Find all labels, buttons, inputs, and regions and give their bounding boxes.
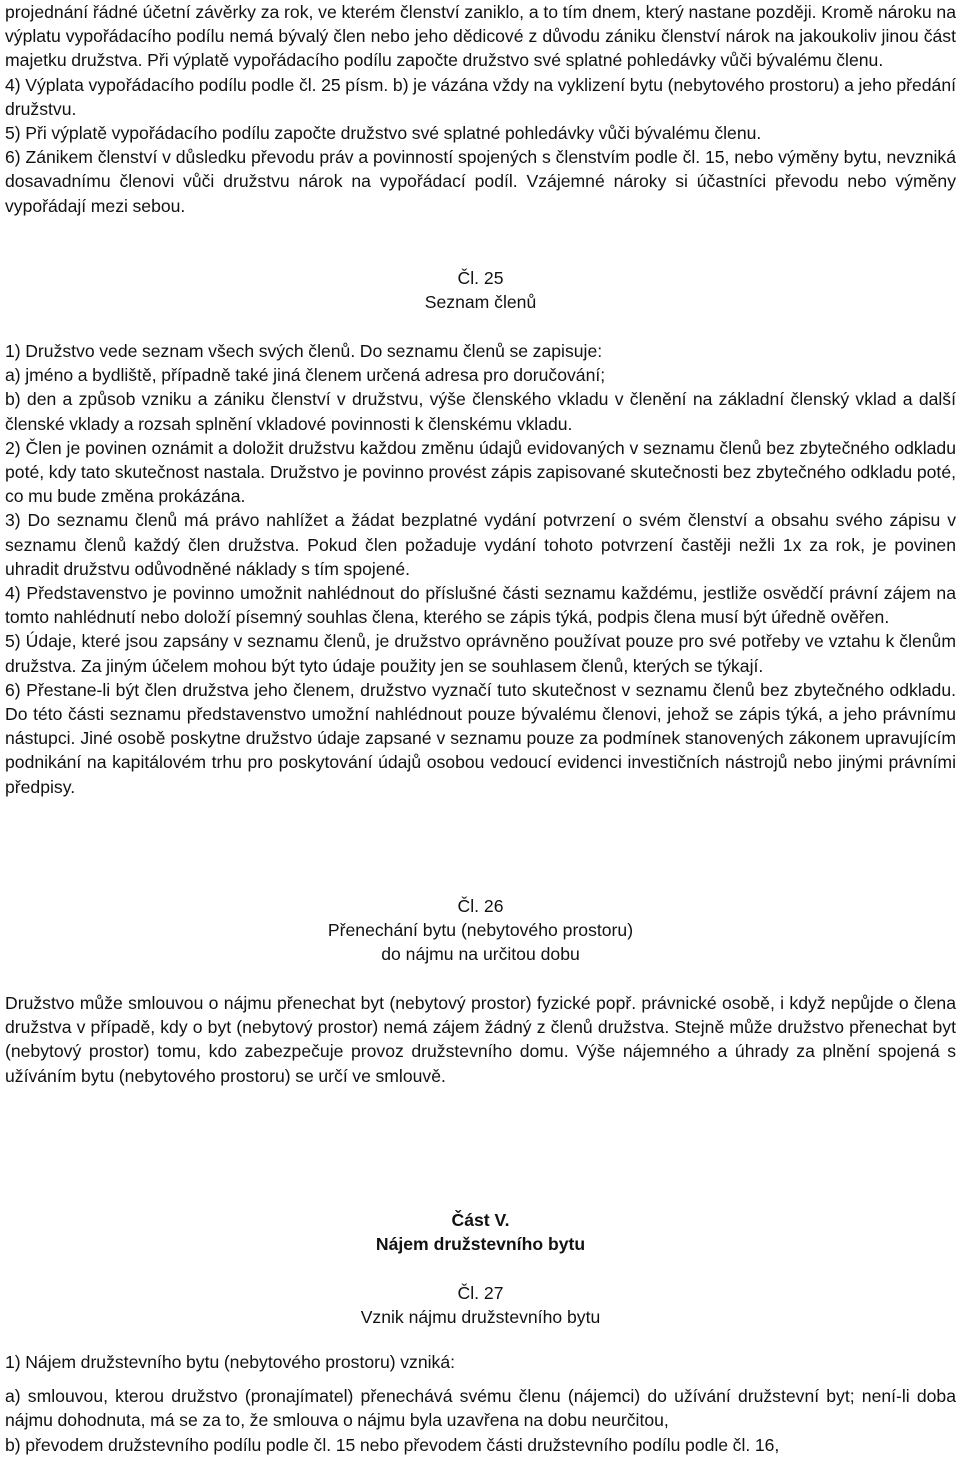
article-26-heading: [5, 894, 956, 967]
intro-paragraph-4: 6) Zánikem členství v důsledku převodu práv a povinností spojených s členstvím podle čl. 15, nebo výměny bytu, nevzniká dosavadnímu členovi vůči družstvu nárok na vypořádací podíl. Vzájemné nároky si účastníci převodu nebo výměny vypořádají mezi sebou.: [5, 147, 956, 216]
intro-section: [5, 0, 956, 218]
article-27-number: Čl. 27: [457, 1283, 504, 1303]
article-27-paragraph: b) převodem družstevního podílu podle čl. 15 nebo převodem části družstevního podílu podle čl. 16,: [5, 1434, 780, 1455]
article-27-body: [5, 1350, 956, 1457]
article-26-title-line2: do nájmu na určitou dobu: [381, 944, 580, 965]
article-27-heading: [5, 1281, 956, 1329]
article-25-heading: [5, 266, 956, 314]
article-26-number: Čl. 26: [457, 896, 504, 916]
article-25-paragraph: 5) Údaje, které jsou zapsány v seznamu členů, je družstvo oprávněno používat pouze pro své potřeby ve vztahu k členům družstva. Za jiným účelem mohou být tyto údaje použity jen se souhlasem členů, kterých se týkají.: [5, 631, 956, 676]
part-5-title: Nájem družstevního bytu: [375, 1234, 586, 1255]
article-25-paragraph: 2) Člen je povinen oznámit a doložit družstvu každou změnu údajů evidovaných v seznamu členů bez zbytečného odkladu poté, kdy tato skutečnost nastala. Družstvo je povinno provést zápis zapisované skutečnosti bez zbytečného odkladu poté, co mu bude změna prokázána.: [5, 437, 956, 507]
intro-paragraph-2: 4) Výplata vypořádacího podílu podle čl. 25 písm. b) je vázána vždy na vyklizení bytu (nebytového prostoru) a jeho předání družstvu.: [5, 74, 956, 119]
article-26-body: [5, 991, 956, 1088]
article-25-paragraph: 1) Družstvo vede seznam všech svých členů. Do seznamu členů se zapisuje:: [5, 341, 603, 361]
article-26-paragraph: Družstvo může smlouvou o nájmu přenechat byt (nebytový prostor) fyzické popř. právnické osobě, i když nepůjde o člena družstva v případě, kdy o byt (nebytový prostor) nemá zájem žádný z členů družstva. Stejně může družstvo přenechat byt (nebytový prostor) tomu, kdo zabezpečuje provoz družstevního domu. Výše nájemného a úhrady za plnění spojená s užíváním bytu (nebytového prostoru) se určí ve smlouvě.: [5, 993, 956, 1086]
article-27-paragraph: 1) Nájem družstevního bytu (nebytového prostoru) vzniká:: [5, 1352, 455, 1372]
intro-paragraph-3: 5) Při výplatě vypořádacího podílu započte družstvo své splatné pohledávky vůči bývalému členu.: [5, 123, 762, 144]
part-5-label: Část V.: [451, 1210, 510, 1230]
article-25-paragraph: b) den a způsob vzniku a zániku členství v družstvu, výše členského vkladu v členění na základní členský vklad a další členské vklady a rozsah splnění vkladové povinnosti k členskému vkladu.: [5, 389, 956, 434]
intro-paragraph-1: projednání řádné účetní závěrky za rok, ve kterém členství zaniklo, a to tím dnem, který nastane později. Kromě nároku na výplatu vypořádacího podílu nemá bývalý člen nebo jeho dědicové z důvodu zániku členství nárok na jakoukoliv jinou část majetku družstva. Při výplatě vypořádacího podílu započte družstvo své splatné pohledávky vůči bývalému členu.: [5, 2, 956, 71]
article-25-paragraph: 6) Přestane-li být člen družstva jeho členem, družstvo vyznačí tuto skutečnost v seznamu členů bez zbytečného odkladu. Do této části seznamu představenstvo umožní nahlédnout pouze bývalému členovi, jehož se zápis týká, a jeho právnímu nástupci. Jiné osobě poskytne družstvo údaje zapsané v seznamu pouze za podmínek stanovených zákonem upravujícím podnikání na kapitálovém trhu pro poskytování údajů osobou vedoucí evidenci investičních nástrojů nebo jinými právními předpisy.: [5, 679, 956, 797]
article-25-number: Čl. 25: [457, 268, 504, 288]
article-27-title: Vznik nájmu družstevního bytu: [360, 1307, 601, 1328]
part-5-heading: [5, 1208, 956, 1256]
article-25-paragraph: 3) Do seznamu členů má právo nahlížet a žádat bezplatné vydání potvrzení o svém členství a obsahu svého zápisu v seznamu členů každý člen družstva. Pokud člen požaduje vydání tohoto potvrzení častěji nežli 1x za rok, je povinen uhradit družstvu odůvodněné náklady s tím spojené.: [5, 510, 956, 579]
article-25-body: [5, 339, 956, 799]
article-25-title: Seznam členů: [424, 292, 537, 313]
article-25-paragraph: a) jméno a bydliště, případně také jiná členem určená adresa pro doručování;: [5, 365, 606, 386]
article-27-paragraph: a) smlouvou, kterou družstvo (pronajímatel) přenechává svému členu (nájemci) do užívání družstevní byt; není-li doba nájmu dohodnuta, má se za to, že smlouva o nájmu byla uzavřena na dobu neurčitou,: [5, 1386, 956, 1431]
article-25-paragraph: 4) Představenstvo je povinno umožnit nahlédnout do příslušné části seznamu každému, jestliže osvědčí právní zájem na tomto nahlédnutí nebo doloží písemný souhlas člena, kterého se zápis týká, podpis člena musí být úředně ověřen.: [5, 583, 956, 628]
article-26-title-line1: Přenechání bytu (nebytového prostoru): [327, 920, 634, 941]
